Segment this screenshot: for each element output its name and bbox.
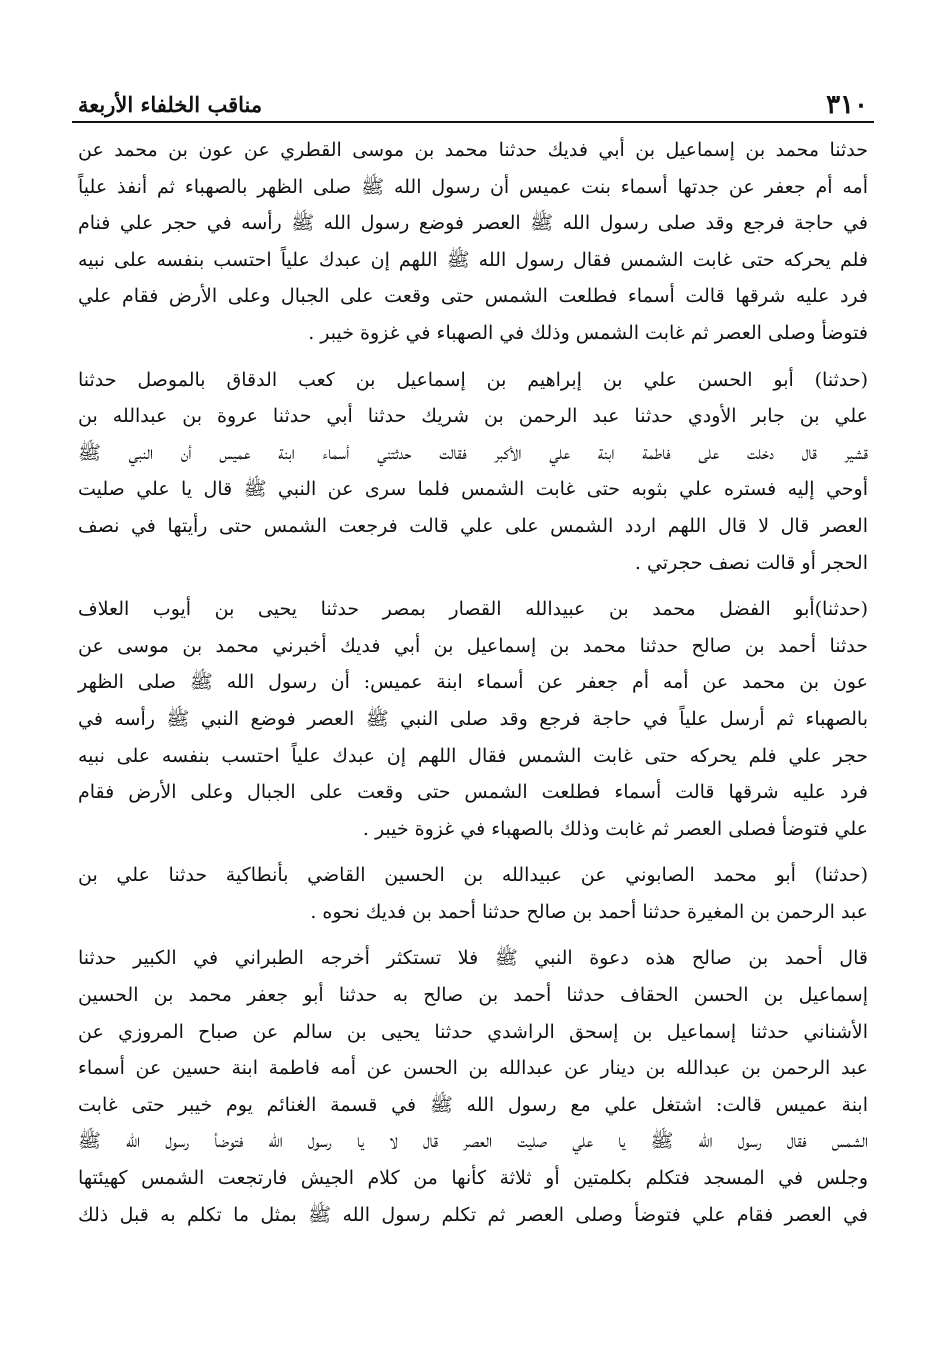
text-line: الشمس فقال رسول الله ﷺ يا علي صليت العصر قال لا يا رسول الله فتوضأ رسول الله ﷺ (78, 1130, 868, 1153)
text-line: فلم يحركه حتى غابت الشمس فقال رسول الله ﷺ اللهم إن عبدك علياً احتسب بنفسه على نبيه (78, 248, 868, 271)
text-line: إسماعيل بن الحسن الحقاف حدثنا أحمد بن صالح به حدثنا أبو جعفر محمد بن الحسين (78, 984, 868, 1007)
text-line: (حدثنا)أبو الفضل محمد بن عبيدالله القصار بمصر حدثنا يحيى بن أيوب العلاف (78, 598, 868, 621)
text-line: (حدثنا) أبو الحسن علي بن إبراهيم بن إسماعيل بن كعب الدقاق بالموصل حدثنا (78, 368, 868, 391)
text-line: عون بن محمد عن أمه أم جعفر عن أسماء ابنة عميس: أن رسول الله ﷺ صلى الظهر (78, 671, 868, 694)
text-line: قال أحمد بن صالح هذه دعوة النبي ﷺ فلا تستكثر أخرجه الطبراني في الكبير حدثنا (78, 947, 868, 970)
text-line: العصر قال لا قال اللهم اردد الشمس على علي قالت فرجعت الشمس حتى رأيتها في نصف (78, 514, 868, 537)
paragraph-5 (78, 940, 868, 1233)
page-number: ٣١٠ (826, 90, 868, 120)
book-title: مناقب الخلفاء الأربعة (78, 92, 263, 117)
text-line: حدثنا محمد بن إسماعيل بن أبي فديك حدثنا محمد بن موسى القطري عن عون بن محمد عن (78, 139, 868, 161)
body-text (78, 132, 868, 1243)
text-line: ابنة عميس قالت: اشتغل علي مع رسول الله ﷺ في قسمة الغنائم يوم خيبر حتى غابت (78, 1093, 868, 1116)
text-line: فرد عليه شرقها قالت أسماء فطلعت الشمس حتى وقعت على الجبال وعلى الأرض فقام (78, 781, 868, 804)
text-line: (حدثنا) أبو محمد الصابوني عن عبيدالله بن الحسين القاضي بأنطاكية حدثنا علي بن (78, 864, 868, 887)
paragraph-2 (78, 362, 868, 582)
text-line: في حاجة فرجع وقد صلى رسول الله ﷺ العصر فوضع رسول الله ﷺ رأسه في حجر علي فنام (78, 212, 868, 235)
text-line: علي فتوضأ فصلى العصر ثم غابت وذلك بالصهباء في غزوة خيبر . (362, 817, 868, 840)
text-line: الحجر أو قالت نصف حجرتي . (634, 551, 868, 574)
paragraph-3 (78, 591, 868, 847)
paragraph-4 (78, 857, 868, 930)
text-line: فتوضأ وصلى العصر ثم غابت الشمس وذلك في الصهباء في غزوة خيبر . (308, 321, 868, 344)
text-line: حدثنا أحمد بن صالح حدثنا محمد بن إسماعيل بن أبي فديك أخبرني محمد بن موسى عن (78, 634, 868, 657)
text-line: عبد الرحمن بن المغيرة حدثنا أحمد بن صالح حدثنا أحمد بن فديك نحوه . (310, 900, 868, 923)
book-page (78, 0, 868, 1361)
header-rule (72, 121, 874, 123)
text-line: في العصر فقام علي فتوضأ وصلى العصر ثم تكلم رسول الله ﷺ بمثل ما تكلم به قبل ذلك (78, 1203, 868, 1226)
text-line: حجر علي فلم يحركه حتى غابت الشمس فقال اللهم إن عبدك علياً احتسب بنفسه على نبيه (78, 744, 868, 767)
text-line: علي بن جابر الأودي حدثنا عبد الرحمن بن شريك حدثنا أبي حدثنا عروة بن عبدالله بن (78, 405, 868, 428)
text-line: عبد الرحمن بن عبدالله بن دينار عن عبدالله بن الحسن عن أمه فاطمة ابنة حسين عن أسماء (78, 1057, 868, 1080)
text-line: وجلس في المسجد فتكلم بكلمتين أو ثلاثة كأنها من كلام الجيش فارتجعت الشمس كهيئتها (78, 1167, 868, 1190)
text-line: فرد عليه شرقها قالت أسماء فطلعت الشمس حتى وقعت على الجبال وعلى الأرض فقام علي (78, 285, 868, 308)
text-line: أمه أم جعفر عن جدتها أسماء بنت عميس أن رسول الله ﷺ صلى الظهر بالصهباء ثم أنفذ علياً (78, 175, 869, 198)
text-line: أوحي إليه فستره علي بثوبه حتى غابت الشمس فلما سرى عن النبي ﷺ قال يا علي صليت (78, 478, 868, 501)
paragraph-1 (78, 132, 868, 352)
running-header (78, 78, 868, 120)
text-line: بالصهباء ثم أرسل علياً في حاجة فرجع وقد صلى النبي ﷺ العصر فوضع النبي ﷺ رأسه في (78, 707, 868, 730)
text-line: الأشناني حدثنا إسماعيل بن إسحق الراشدي حدثنا يحيى بن سالم عن صباح المروزي عن (78, 1020, 868, 1043)
text-line: قشير قال دخلت على فاطمة ابنة علي الأكبر فقالت حدثتني أسماء ابنة عميس أن النبي ﷺ (78, 441, 868, 464)
